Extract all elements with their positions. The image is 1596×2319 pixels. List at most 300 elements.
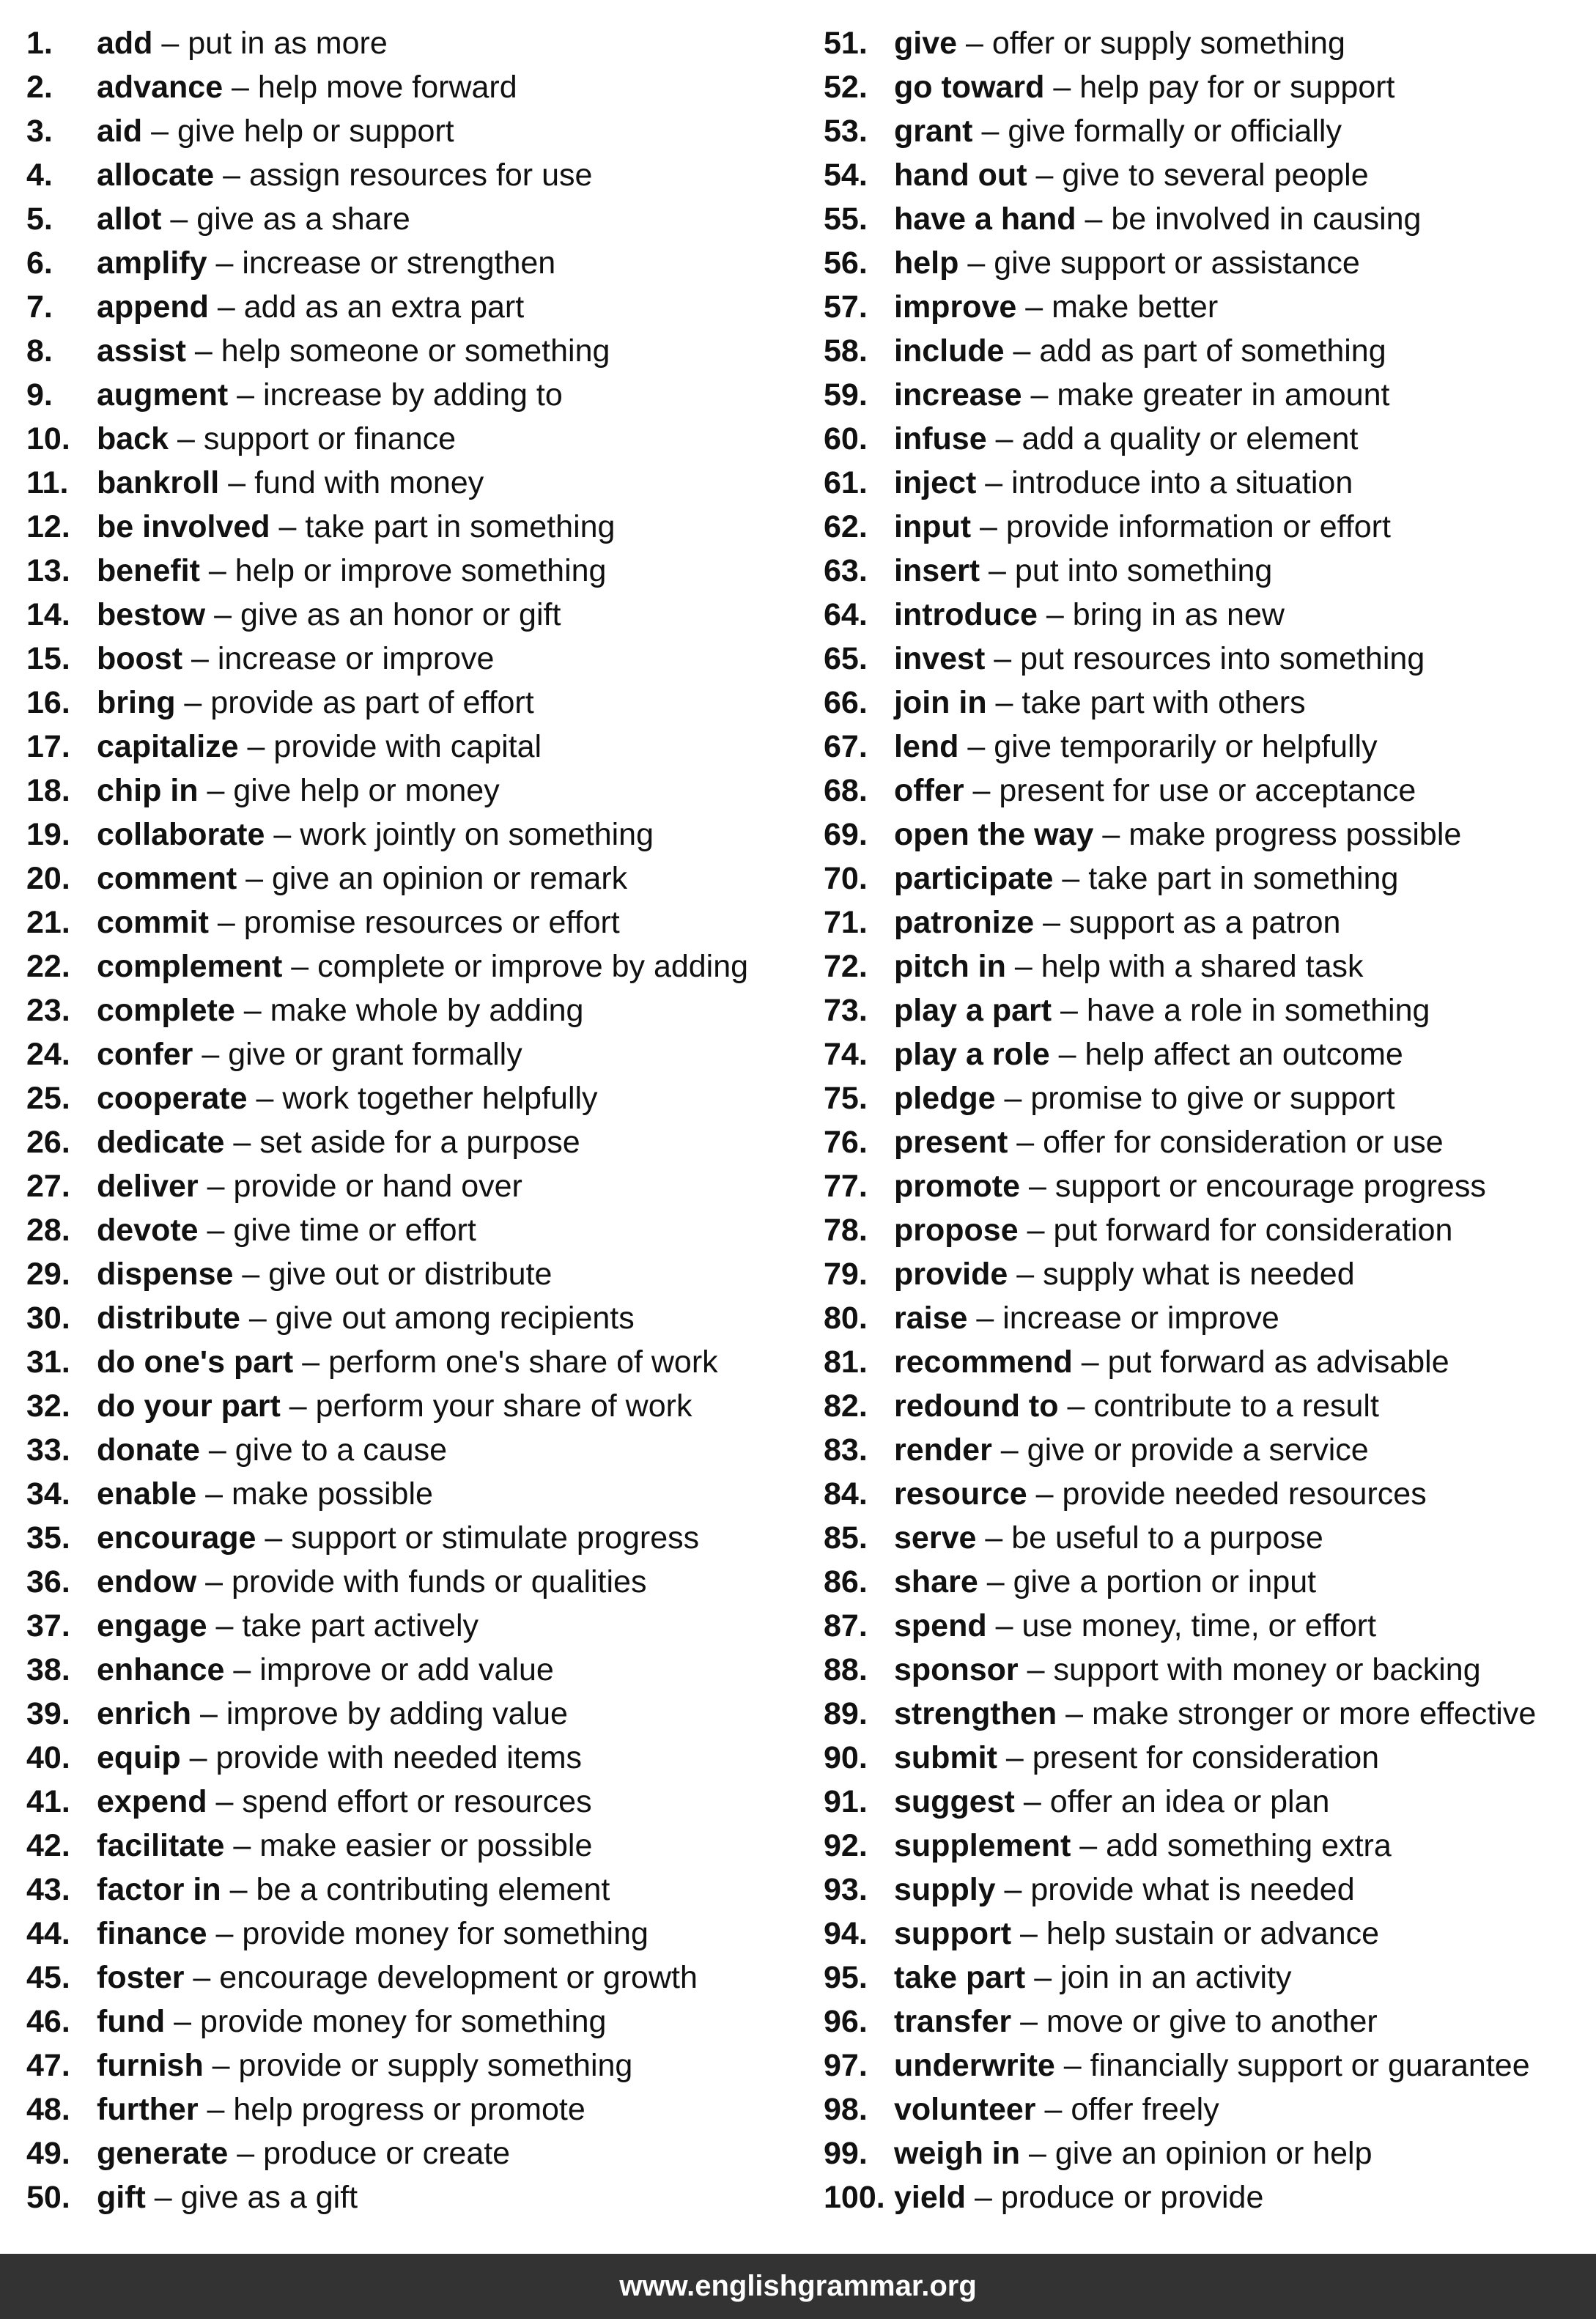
item-definition: give support or assistance	[994, 245, 1360, 281]
item-text	[97, 944, 748, 988]
item-term: volunteer	[894, 2092, 1036, 2127]
item-definition: perform your share of work	[315, 1388, 692, 1424]
item-number: 12.	[26, 509, 70, 544]
item-definition: encourage development or growth	[219, 1960, 698, 1995]
item-definition: give or grant formally	[228, 1037, 522, 1072]
item-separator: –	[207, 1916, 243, 1951]
item-text	[894, 2175, 1263, 2219]
item-term: cooperate	[97, 1081, 248, 1116]
item-text	[894, 769, 1416, 813]
item-definition: give an opinion or remark	[271, 861, 628, 896]
item-definition: offer for consideration or use	[1043, 1125, 1444, 1160]
item-text	[97, 593, 561, 637]
item-term: introduce	[894, 597, 1038, 632]
item-term: promote	[894, 1169, 1020, 1204]
list-item	[824, 373, 1586, 417]
item-separator: –	[196, 1564, 232, 1599]
item-number: 84.	[824, 1476, 868, 1512]
item-number: 94.	[824, 1916, 868, 1951]
item-term: lend	[894, 729, 959, 764]
list-item	[824, 1824, 1586, 1868]
item-number: 30.	[26, 1301, 70, 1336]
item-separator: –	[1071, 1828, 1107, 1863]
item-term: recommend	[894, 1345, 1073, 1380]
item-definition: give out or distribute	[268, 1257, 553, 1292]
list-item	[824, 681, 1586, 725]
item-separator: –	[237, 861, 272, 896]
item-text	[97, 1824, 592, 1868]
item-separator: –	[978, 1564, 1013, 1599]
list-item	[824, 857, 1586, 900]
item-definition: financially support or guarantee	[1090, 2048, 1530, 2083]
list-item	[824, 2044, 1586, 2087]
item-number: 64.	[824, 597, 868, 632]
item-definition: give formally or officially	[1008, 114, 1342, 149]
item-number: 50.	[26, 2180, 70, 2215]
item-number: 20.	[26, 861, 70, 896]
item-term: fund	[97, 2004, 166, 2039]
item-definition: take part in something	[1088, 861, 1399, 896]
item-definition: promise resources or effort	[243, 905, 620, 940]
item-separator: –	[995, 1081, 1031, 1116]
item-text	[97, 461, 484, 505]
item-number: 96.	[824, 2004, 868, 2039]
list-item	[26, 1384, 796, 1428]
item-number: 6.	[26, 245, 53, 281]
item-number: 16.	[26, 685, 70, 720]
item-term: join in	[894, 685, 987, 720]
item-text	[894, 1472, 1427, 1516]
item-number: 4.	[26, 158, 53, 193]
item-term: bring	[97, 685, 176, 720]
item-separator: –	[986, 685, 1022, 720]
list-item	[26, 1648, 796, 1692]
item-definition: offer an idea or plan	[1049, 1784, 1330, 1819]
item-text	[894, 2044, 1530, 2087]
item-term: engage	[97, 1608, 207, 1643]
item-definition: put resources into something	[1020, 641, 1425, 676]
item-number: 76.	[824, 1125, 868, 1160]
item-separator: –	[233, 1257, 269, 1292]
item-term: serve	[894, 1520, 977, 1556]
item-text	[894, 285, 1218, 329]
list-item	[26, 1516, 796, 1560]
list-item	[26, 944, 796, 988]
item-number: 34.	[26, 1476, 70, 1512]
list-item	[824, 2131, 1586, 2175]
list-item	[26, 549, 796, 593]
item-number: 83.	[824, 1432, 868, 1468]
list-item	[824, 988, 1586, 1032]
item-text	[97, 1428, 447, 1472]
item-number: 59.	[824, 377, 868, 413]
item-number: 17.	[26, 729, 70, 764]
item-definition: help affect an outcome	[1085, 1037, 1403, 1072]
list-item	[824, 769, 1586, 813]
item-definition: improve or add value	[259, 1652, 554, 1687]
item-term: allocate	[97, 158, 215, 193]
item-separator: –	[1093, 817, 1129, 852]
item-separator: –	[1027, 1476, 1063, 1512]
list-item	[824, 1252, 1586, 1296]
item-text	[894, 681, 1306, 725]
item-term: help	[894, 245, 959, 281]
item-separator: –	[205, 597, 240, 632]
item-definition: support or stimulate progress	[291, 1520, 700, 1556]
list-item	[26, 109, 796, 153]
item-term: enhance	[97, 1652, 225, 1687]
item-definition: make greater in amount	[1057, 377, 1390, 413]
item-number: 54.	[824, 158, 868, 193]
item-term: complete	[97, 993, 235, 1028]
list-item	[26, 769, 796, 813]
item-definition: provide money for something	[199, 2004, 607, 2039]
item-definition: present for use or acceptance	[999, 773, 1416, 808]
item-definition: complete or improve by adding	[317, 949, 749, 984]
item-separator: –	[203, 2048, 239, 2083]
item-term: supply	[894, 1872, 996, 1907]
item-definition: provide with needed items	[215, 1740, 583, 1775]
item-separator: –	[980, 553, 1015, 588]
item-term: finance	[97, 1916, 207, 1951]
item-text	[894, 373, 1389, 417]
item-definition: provide money for something	[242, 1916, 649, 1951]
item-text	[97, 1736, 582, 1780]
item-definition: promise to give or support	[1030, 1081, 1395, 1116]
list-item	[824, 549, 1586, 593]
list-item	[824, 2175, 1586, 2219]
item-text	[894, 1956, 1292, 2000]
item-separator: –	[1058, 1388, 1094, 1424]
item-separator: –	[247, 1081, 283, 1116]
item-text	[894, 329, 1386, 373]
list-item	[26, 1692, 796, 1736]
item-separator: –	[182, 641, 218, 676]
item-number: 21.	[26, 905, 70, 940]
list-item	[824, 1516, 1586, 1560]
item-definition: produce or create	[263, 2136, 511, 2171]
item-term: render	[894, 1432, 992, 1468]
item-separator: –	[256, 1520, 292, 1556]
item-separator: –	[191, 1696, 226, 1731]
list-item	[824, 1032, 1586, 1076]
item-term: furnish	[97, 2048, 204, 2083]
item-definition: increase by adding to	[263, 377, 563, 413]
list-item	[824, 593, 1586, 637]
item-text	[894, 637, 1425, 681]
item-number: 45.	[26, 1960, 70, 1995]
item-definition: provide with funds or qualities	[231, 1564, 647, 1599]
item-text	[97, 1164, 522, 1208]
item-separator: –	[991, 1432, 1027, 1468]
item-separator: –	[270, 509, 306, 544]
item-definition: provide or hand over	[233, 1169, 522, 1204]
item-text	[97, 241, 555, 285]
list-item	[824, 1208, 1586, 1252]
item-number: 26.	[26, 1125, 70, 1160]
item-text	[894, 417, 1358, 461]
item-term: add	[97, 26, 153, 61]
list-item	[824, 2087, 1586, 2131]
item-separator: –	[224, 1125, 260, 1160]
item-separator: –	[196, 1476, 232, 1512]
item-term: offer	[894, 773, 964, 808]
item-definition: give or provide a service	[1027, 1432, 1369, 1468]
list-item	[26, 2044, 796, 2087]
list-item	[26, 1340, 796, 1384]
item-text	[894, 857, 1398, 900]
item-number: 8.	[26, 333, 53, 369]
item-separator: –	[964, 773, 1000, 808]
item-definition: contribute to a result	[1093, 1388, 1379, 1424]
item-term: suggest	[894, 1784, 1015, 1819]
item-term: bankroll	[97, 465, 220, 500]
item-text	[894, 1076, 1395, 1120]
item-separator: –	[1049, 1037, 1085, 1072]
item-definition: take part in something	[305, 509, 616, 544]
item-text	[97, 2131, 510, 2175]
list-item	[26, 417, 796, 461]
item-term: do your part	[97, 1388, 281, 1424]
item-separator: –	[1014, 1784, 1050, 1819]
item-term: donate	[97, 1432, 200, 1468]
item-term: include	[894, 333, 1005, 369]
item-definition: support as a patron	[1068, 905, 1341, 940]
item-separator: –	[161, 201, 197, 237]
item-text	[894, 549, 1272, 593]
item-text	[894, 1560, 1316, 1604]
item-separator: –	[165, 2004, 200, 2039]
item-number: 56.	[824, 245, 868, 281]
item-text	[97, 109, 454, 153]
item-text	[97, 681, 534, 725]
item-term: confer	[97, 1037, 193, 1072]
list-item	[26, 1824, 796, 1868]
item-definition: help move forward	[257, 70, 517, 105]
list-item	[26, 1560, 796, 1604]
item-definition: help sustain or advance	[1046, 1916, 1380, 1951]
item-number: 58.	[824, 333, 868, 369]
item-definition: give time or effort	[233, 1213, 476, 1248]
list-item	[26, 2131, 796, 2175]
list-item	[824, 1956, 1586, 2000]
item-term: propose	[894, 1213, 1019, 1248]
item-number: 51.	[824, 26, 868, 61]
list-item	[26, 988, 796, 1032]
item-separator: –	[198, 1169, 234, 1204]
item-term: chip in	[97, 773, 199, 808]
item-term: share	[894, 1564, 978, 1599]
item-term: open the way	[894, 817, 1094, 852]
item-separator: –	[207, 1608, 243, 1643]
item-definition: give an opinion or help	[1054, 2136, 1373, 2171]
item-text	[97, 1648, 554, 1692]
item-definition: give help or support	[177, 114, 454, 149]
item-text	[97, 373, 563, 417]
item-definition: help or improve something	[234, 553, 607, 588]
item-text	[894, 153, 1369, 197]
list-item	[26, 461, 796, 505]
item-text	[894, 1516, 1323, 1560]
item-separator: –	[1005, 949, 1041, 984]
item-text	[894, 1164, 1486, 1208]
item-term: increase	[894, 377, 1022, 413]
item-term: aid	[97, 114, 143, 149]
item-definition: make easier or possible	[259, 1828, 593, 1863]
item-definition: provide with capital	[273, 729, 542, 764]
item-number: 92.	[824, 1828, 868, 1863]
item-definition: take part with others	[1021, 685, 1306, 720]
item-text	[97, 2000, 606, 2044]
item-number: 82.	[824, 1388, 868, 1424]
item-separator: –	[976, 465, 1012, 500]
item-definition: give temporarily or helpfully	[994, 729, 1378, 764]
item-separator: –	[972, 114, 1008, 149]
list-item	[824, 725, 1586, 769]
item-definition: spend effort or resources	[242, 1784, 592, 1819]
item-separator: –	[240, 1301, 276, 1336]
list-item	[824, 1384, 1586, 1428]
item-separator: –	[238, 729, 274, 764]
item-number: 41.	[26, 1784, 70, 1819]
item-text	[97, 197, 410, 241]
item-text	[97, 417, 456, 461]
item-definition: be a contributing element	[256, 1872, 610, 1907]
item-separator: –	[207, 245, 243, 281]
list-item	[26, 1604, 796, 1648]
item-definition: be involved in causing	[1111, 201, 1422, 237]
list-item	[824, 2000, 1586, 2044]
item-definition: give as an honor or gift	[240, 597, 561, 632]
list-item	[26, 1252, 796, 1296]
item-term: play a part	[894, 993, 1052, 1028]
item-term: dispense	[97, 1257, 234, 1292]
item-definition: introduce into a situation	[1011, 465, 1353, 500]
item-number: 40.	[26, 1740, 70, 1775]
item-separator: –	[224, 1652, 260, 1687]
list-item	[824, 109, 1586, 153]
item-number: 1.	[26, 26, 53, 61]
item-separator: –	[198, 2092, 234, 2127]
item-number: 70.	[824, 861, 868, 896]
item-text	[97, 1868, 610, 1912]
list-item	[824, 1120, 1586, 1164]
item-definition: help pay for or support	[1079, 70, 1395, 105]
item-separator: –	[1025, 1960, 1061, 1995]
item-text	[894, 1604, 1376, 1648]
item-term: underwrite	[894, 2048, 1055, 2083]
item-term: inject	[894, 465, 977, 500]
item-definition: work jointly on something	[300, 817, 654, 852]
item-number: 88.	[824, 1652, 868, 1687]
item-number: 9.	[26, 377, 53, 413]
list-item	[824, 505, 1586, 549]
item-separator: –	[1057, 1696, 1092, 1731]
list-item	[824, 1076, 1586, 1120]
item-number: 80.	[824, 1301, 868, 1336]
item-separator: –	[193, 1037, 229, 1072]
list-item	[824, 153, 1586, 197]
item-separator: –	[1011, 1916, 1046, 1951]
item-separator: –	[958, 245, 994, 281]
list-item	[26, 153, 796, 197]
item-definition: make progress possible	[1128, 817, 1462, 852]
item-text	[97, 1604, 479, 1648]
item-number: 29.	[26, 1257, 70, 1292]
item-definition: offer or supply something	[991, 26, 1345, 61]
item-term: give	[894, 26, 958, 61]
item-term: devote	[97, 1213, 199, 1248]
item-separator: –	[180, 1740, 216, 1775]
item-number: 31.	[26, 1345, 70, 1380]
list-item	[26, 725, 796, 769]
list-item	[824, 1428, 1586, 1472]
item-number: 47.	[26, 2048, 70, 2083]
list-item	[824, 285, 1586, 329]
item-number: 69.	[824, 817, 868, 852]
item-number: 85.	[824, 1520, 868, 1556]
item-number: 67.	[824, 729, 868, 764]
item-definition: use money, time, or effort	[1021, 1608, 1377, 1643]
item-text	[894, 197, 1421, 241]
item-separator: –	[967, 1301, 1003, 1336]
item-definition: put into something	[1014, 553, 1273, 588]
item-term: expend	[97, 1784, 207, 1819]
item-number: 28.	[26, 1213, 70, 1248]
item-term: foster	[97, 1960, 185, 1995]
item-text	[894, 1780, 1329, 1824]
item-separator: –	[976, 1520, 1012, 1556]
item-separator: –	[1053, 861, 1089, 896]
item-term: assist	[97, 333, 186, 369]
item-definition: perform one's share of work	[328, 1345, 718, 1380]
item-text	[97, 549, 606, 593]
item-number: 44.	[26, 1916, 70, 1951]
item-separator: –	[1076, 201, 1112, 237]
item-text	[894, 1252, 1355, 1296]
list-item	[26, 197, 796, 241]
list-item	[824, 1604, 1586, 1648]
item-number: 71.	[824, 905, 868, 940]
item-text	[894, 109, 1342, 153]
list-item	[824, 241, 1586, 285]
item-separator: –	[185, 333, 221, 369]
item-term: allot	[97, 201, 162, 237]
item-number: 81.	[824, 1345, 868, 1380]
item-term: generate	[97, 2136, 229, 2171]
list-item	[824, 637, 1586, 681]
item-term: deliver	[97, 1169, 199, 1204]
list-item	[824, 329, 1586, 373]
list-item	[26, 1208, 796, 1252]
item-term: enrich	[97, 1696, 192, 1731]
item-separator: –	[223, 70, 258, 105]
item-separator: –	[1072, 1345, 1108, 1380]
item-separator: –	[1018, 1213, 1054, 1248]
item-term: pitch in	[894, 949, 1006, 984]
item-text	[894, 1824, 1392, 1868]
item-definition: increase or strengthen	[242, 245, 556, 281]
item-separator: –	[971, 509, 1006, 544]
list-item	[824, 197, 1586, 241]
list-item	[26, 1736, 796, 1780]
item-term: insert	[894, 553, 980, 588]
item-number: 53.	[824, 114, 868, 149]
item-number: 91.	[824, 1784, 868, 1819]
item-term: be involved	[97, 509, 270, 544]
list-item	[824, 417, 1586, 461]
item-number: 63.	[824, 553, 868, 588]
